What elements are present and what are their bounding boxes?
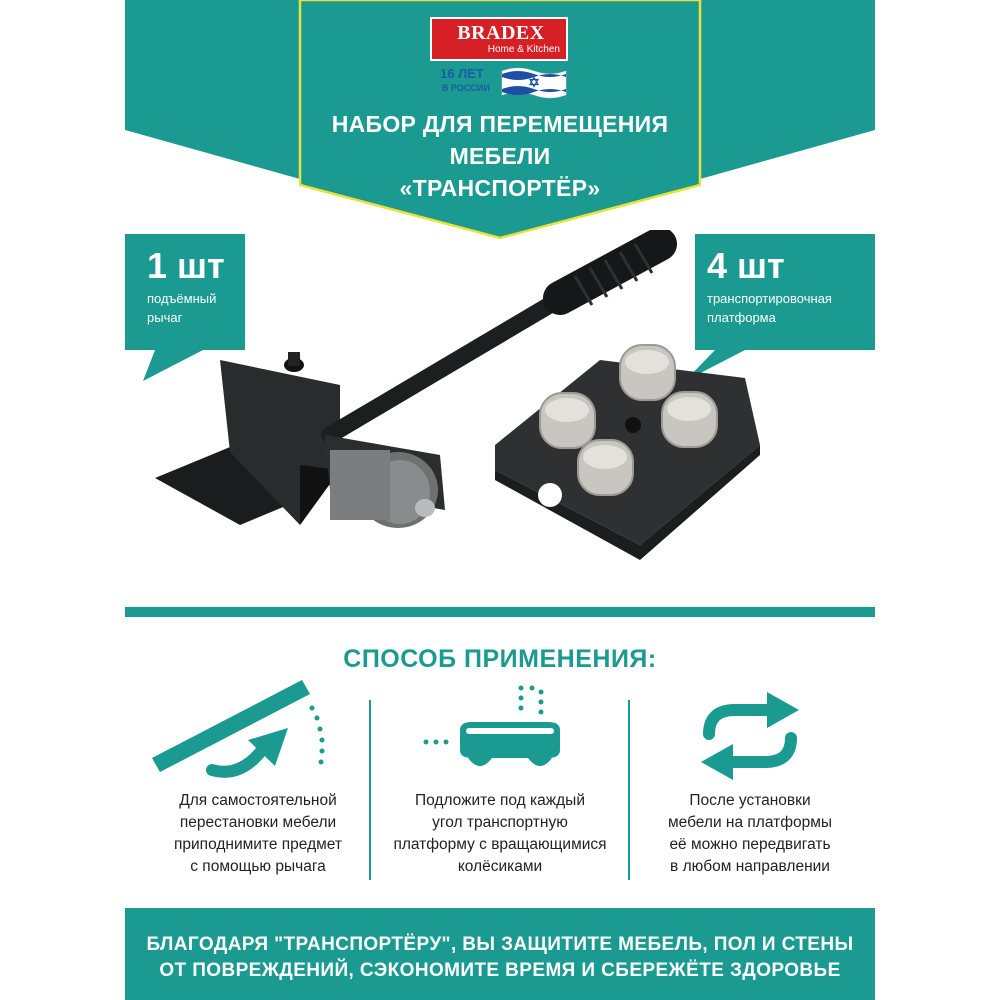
lever-count: 1 шт [147, 245, 225, 286]
platform-count: 4 шт [707, 245, 785, 286]
israel-flag-icon [500, 65, 568, 99]
brand-logo [430, 17, 570, 102]
bottom-line-1: БЛАГОДАРЯ "ТРАНСПОРТЁРУ", ВЫ ЗАЩИТИТЕ МЕБЕЛЬ, ПОЛ И СТЕНЫ [146, 934, 854, 955]
lever-lift-icon [150, 678, 330, 778]
title-line-1: НАБОР ДЛЯ ПЕРЕМЕЩЕНИЯ [331, 111, 669, 137]
lever-desc-2: рычаг [147, 310, 183, 325]
platform-desc-1: транспортировочная [707, 291, 832, 306]
logo-country: В РОССИИ [442, 83, 490, 93]
page-title [300, 108, 700, 204]
logo-years: 16 ЛЕТ [440, 66, 484, 81]
platform-icon [420, 680, 580, 775]
step-1-text: Для самостоятельной перестановки мебели приподнимите предмет с помощью рычага [174, 792, 342, 875]
platform-desc-2: платформа [707, 310, 776, 325]
logo-subtitle: Home & Kitchen [487, 44, 560, 55]
step-3-text: После установки мебели на платформы её можно передвигать в любом направлении [667, 792, 832, 875]
separator-1 [369, 700, 371, 880]
step-2-text: Подложите под каждый угол транспортную платформу с вращающимися колёсиками [393, 792, 607, 875]
product-illustration [130, 230, 870, 590]
title-line-3: «ТРАНСПОРТЁР» [399, 175, 601, 201]
platform-image [495, 345, 760, 560]
bottom-line-2: ОТ ПОВРЕЖДЕНИЙ, СЭКОНОМИТЕ ВРЕМЯ И СБЕРЕЖЁТЕ ЗДОРОВЬЕ [159, 960, 841, 981]
title-line-2: МЕБЕЛИ [449, 143, 551, 169]
section-divider [125, 607, 875, 617]
lever-desc-1: подъёмный [147, 291, 217, 306]
logo-red-box [430, 17, 568, 61]
bottom-slogan [125, 932, 875, 984]
swap-arrows-icon [695, 690, 805, 785]
logo-brand-text: BRADEX [457, 22, 545, 44]
usage-heading: СПОСОБ ПРИМЕНЕНИЯ: [343, 645, 657, 673]
